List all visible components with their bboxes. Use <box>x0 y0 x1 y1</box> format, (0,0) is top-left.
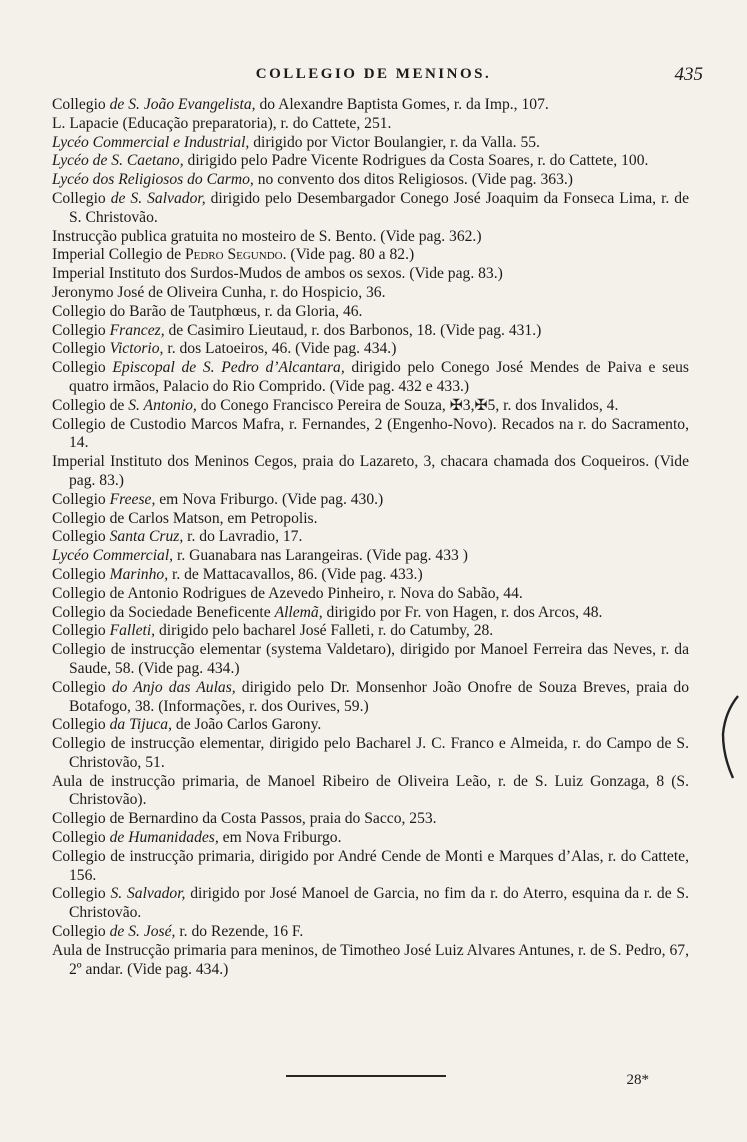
entry-text: de S. Salvador, <box>110 189 206 207</box>
list-item <box>52 604 689 623</box>
list-item <box>52 566 689 585</box>
margin-bracket-mark <box>719 694 739 780</box>
entry-text: dirigido pelo Desembargador Conego José Joaquim da Fonseca Lima, r. de S. Christovão. <box>69 189 690 226</box>
entry-text: Collegio <box>52 716 110 734</box>
list-item <box>52 171 689 190</box>
list-item <box>52 190 689 228</box>
list-item <box>52 547 689 566</box>
entry-text: Collegio de Bernardino da Costa Passos, praia do Sacco, 253. <box>52 810 437 828</box>
list-item <box>52 228 689 247</box>
list-item <box>52 115 689 134</box>
entry-text: Francez, <box>109 321 165 339</box>
entry-text: Collegio <box>52 528 110 546</box>
entry-text: Collegio de Custodio Marcos Mafra, r. Fernandes, 2 (Engenho-Novo). Recados na r. do Sacramento, 14. <box>52 415 689 452</box>
entry-text: Lycéo de S. Caetano, <box>52 152 184 170</box>
entry-text: Collegio <box>52 340 110 358</box>
list-item <box>52 152 689 171</box>
entry-text: dirigido por Victor Boulangier, r. da Valla. 55. <box>249 133 540 151</box>
list-item <box>52 246 689 265</box>
entry-text: Collegio <box>52 622 110 640</box>
entry-text: Pedro Segundo <box>184 246 283 264</box>
list-item <box>52 510 689 529</box>
entry-text: Marinho, <box>109 565 169 583</box>
entry-text: Collegio <box>52 96 110 113</box>
list-item <box>52 942 689 980</box>
entry-text: Collegio <box>52 321 110 339</box>
list-item <box>52 416 689 454</box>
entry-text: do Conego Francisco Pereira de Souza, ✠3,✠5, r. dos Invalidos, 4. <box>196 396 619 414</box>
list-item <box>52 848 689 886</box>
entry-text: Collegio de <box>52 396 129 414</box>
entry-text: dirigido pelo Conego José Mendes de Paiva e seus quatro irmãos, Palacio do Rio Comprido. (Vide pag. 432 e 433.) <box>69 359 689 395</box>
entry-text: Collegio de Antonio Rodrigues de Azevedo Pinheiro, r. Nova do Sabão, 44. <box>52 584 523 602</box>
entry-text: Collegio <box>52 885 111 903</box>
list-item <box>52 134 689 153</box>
entry-text: Collegio da Sociedade Beneficente <box>52 603 275 621</box>
entry-text: . (Vide pag. 80 a 82.) <box>282 246 415 264</box>
entry-text: Collegio de instrucção elementar (systema Valdetaro), dirigido por Manoel Ferreira das Neves, r. da Saude, 58. (Vide pag. 434.) <box>52 641 689 677</box>
entry-text: Lycéo dos Religiosos do Carmo, <box>52 171 254 189</box>
entry-text: Imperial Collegio de <box>52 246 185 264</box>
entry-text: Collegio de Carlos Matson, em Petropolis. <box>52 509 318 527</box>
entry-text: em Nova Friburgo. <box>218 829 342 847</box>
entry-text: S. Salvador, <box>110 885 186 903</box>
entry-text: L. Lapacie (Educação preparatoria), r. do Cattete, 251. <box>52 114 392 132</box>
list-item <box>52 397 689 416</box>
list-item <box>52 716 689 735</box>
entry-text: Episcopal de S. Pedro d’Alcantara, <box>112 359 345 377</box>
list-item <box>52 453 689 491</box>
entry-text: Collegio <box>52 359 113 377</box>
list-item <box>52 96 689 115</box>
entry-text: Collegio <box>52 565 110 583</box>
list-item <box>52 528 689 547</box>
entry-text: Lycéo Commercial, <box>52 547 174 565</box>
entry-text: Collegio <box>52 189 111 207</box>
entry-text: Victorio, <box>109 340 164 358</box>
entry-text: Collegio <box>52 490 110 508</box>
list-item <box>52 265 689 284</box>
entry-text: Falleti, <box>109 622 156 640</box>
footer-rule <box>286 1075 446 1077</box>
entry-text: do Anjo das Aulas, <box>111 678 236 696</box>
entry-text: de Humanidades, <box>109 829 219 847</box>
entry-text: Imperial Instituto dos Meninos Cegos, praia do Lazareto, 3, chacara chamada dos Coqueiros. (Vide pag. 83.) <box>52 453 689 489</box>
entry-text: Santa Cruz, <box>109 528 184 546</box>
entry-text: Instrucção publica gratuita no mosteiro de S. Bento. (Vide pag. 362.) <box>52 227 482 245</box>
entry-text: dirigido por José Manoel de Garcia, no fim da r. do Aterro, esquina da r. de S. Christovão. <box>69 885 690 922</box>
entry-text: Collegio <box>52 678 112 696</box>
entry-text: Collegio do Barão de Tautphœus, r. da Gloria, 46. <box>52 302 363 320</box>
list-item <box>52 303 689 322</box>
list-item <box>52 585 689 604</box>
entry-text: Aula de Instrucção primaria para meninos, de Timotheo José Luiz Alvares Antunes, r. de S. Pedro, 67, 2º andar. (Vide pag. 434.) <box>52 941 689 978</box>
entry-text: r. de Mattacavallos, 86. (Vide pag. 433.) <box>168 565 423 583</box>
entry-text: Collegio <box>52 923 110 941</box>
list-item <box>52 622 689 641</box>
entry-text: Collegio de instrucção elementar, dirigido pelo Bacharel J. C. Franco e Almeida, r. do Campo de S. Christovão, 51. <box>52 735 689 771</box>
page-number: 435 <box>674 64 703 85</box>
entry-text: Jeronymo José de Oliveira Cunha, r. do Hospicio, 36. <box>52 283 386 301</box>
entry-text: de João Carlos Garony. <box>172 716 322 734</box>
entry-text: r. do Lavradio, 17. <box>183 528 303 546</box>
page-title: COLLEGIO DE MENINOS. <box>255 66 492 82</box>
list-item <box>52 885 689 923</box>
entry-list <box>52 96 689 979</box>
list-item <box>52 340 689 359</box>
entry-text: Imperial Instituto dos Surdos-Mudos de ambos os sexos. (Vide pag. 83.) <box>52 265 503 283</box>
list-item <box>52 359 689 397</box>
entry-text: Freese, <box>109 490 156 508</box>
signature-mark: 28* <box>626 1072 649 1088</box>
list-item <box>52 679 689 717</box>
entry-text: dirigido por Fr. von Hagen, r. dos Arcos, 48. <box>322 603 603 621</box>
entry-text: de S. João Evangelista, <box>109 96 256 113</box>
entry-text: de S. José, <box>109 923 176 941</box>
entry-text: no convento dos ditos Religiosos. (Vide pag. 363.) <box>253 171 573 189</box>
entry-text: de Casimiro Lieutaud, r. dos Barbonos, 18. (Vide pag. 431.) <box>164 321 542 339</box>
list-item <box>52 829 689 848</box>
entry-text: dirigido pelo Padre Vicente Rodrigues da Costa Soares, r. do Cattete, 100. <box>183 152 649 170</box>
list-item <box>52 322 689 341</box>
entry-text: Collegio de instrucção primaria, dirigido por André Cende de Monti e Marques d’Alas, r. do Cattete, 156. <box>52 847 689 884</box>
list-item <box>52 735 689 773</box>
entry-text: r. Guanabara nas Larangeiras. (Vide pag. 433 ) <box>173 547 468 565</box>
entry-text: da Tijuca, <box>109 716 172 734</box>
list-item <box>52 773 689 811</box>
list-item <box>52 923 689 942</box>
entry-text: dirigido pelo Dr. Monsenhor João Onofre de Souza Breves, praia do Botafogo, 38. (Informações, r. dos Ourives, 59.) <box>69 678 690 715</box>
entry-text: r. do Rezende, 16 F. <box>175 923 304 941</box>
list-item <box>52 810 689 829</box>
entry-text: Collegio <box>52 829 110 847</box>
entry-text: em Nova Friburgo. (Vide pag. 430.) <box>155 490 384 508</box>
entry-text: Allemã, <box>274 603 323 621</box>
entry-text: S. Antonio, <box>128 396 197 414</box>
entry-text: Aula de instrucção primaria, de Manoel Ribeiro de Oliveira Leão, r. de S. Luiz Gonzaga, 8 (S. Christovão). <box>52 772 689 809</box>
list-item <box>52 491 689 510</box>
entry-text: r. dos Latoeiros, 46. (Vide pag. 434.) <box>163 340 397 358</box>
entry-text: dirigido pelo bacharel José Falleti, r. do Catumby, 28. <box>155 622 494 640</box>
list-item <box>52 641 689 679</box>
entry-text: Lycéo Commercial e Industrial, <box>52 133 250 151</box>
entry-text: do Alexandre Baptista Gomes, r. da Imp., 107. <box>255 96 549 113</box>
list-item <box>52 284 689 303</box>
